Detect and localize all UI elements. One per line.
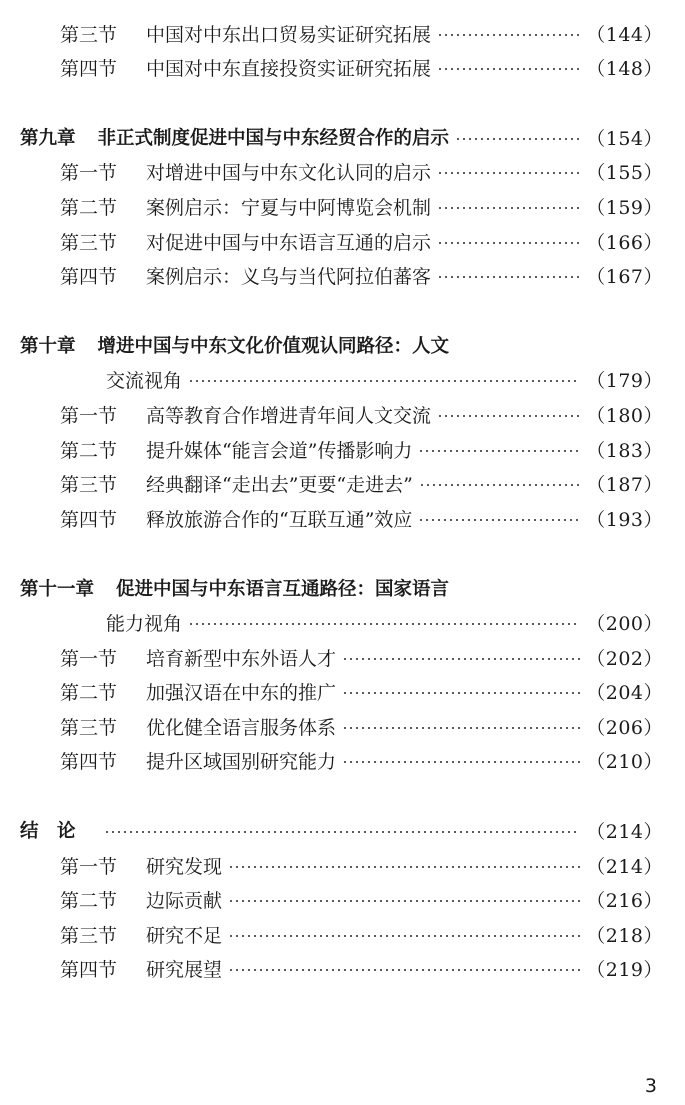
toc-section-entry[interactable] <box>20 850 663 880</box>
toc-chapter-entry[interactable] <box>20 122 663 152</box>
toc-entry-label: 第三节 <box>60 924 118 947</box>
dot-leader <box>342 692 580 694</box>
dot-leader <box>418 519 580 521</box>
toc-entry-label: 第三节 <box>60 716 118 739</box>
toc-entry-title: 边际贡献 <box>146 889 223 912</box>
dot-leader <box>228 866 580 868</box>
toc-entry-title: 研究展望 <box>146 958 223 981</box>
toc-section-entry[interactable] <box>20 191 663 221</box>
dot-leader <box>104 831 581 833</box>
toc-entry-label: 第一节 <box>60 404 118 427</box>
toc-entry-label: 第二节 <box>60 196 118 219</box>
toc-entry-title: 增进中国与中东文化价值观认同路径：人文 <box>97 336 450 357</box>
toc-section-entry[interactable] <box>20 399 663 429</box>
dot-leader <box>437 242 580 244</box>
toc-entry-label: 第二节 <box>60 681 118 704</box>
dot-leader <box>419 484 580 486</box>
toc-entry-label: 第一节 <box>60 647 118 670</box>
toc-entry-title: 经典翻译“走出去”更要“走进去” <box>146 473 413 496</box>
toc-section-entry[interactable] <box>20 226 663 256</box>
toc-entry-label: 第四节 <box>60 508 118 531</box>
dot-leader <box>342 658 580 660</box>
dot-leader <box>228 969 580 971</box>
toc-section-entry[interactable] <box>20 642 663 672</box>
toc-section-entry[interactable] <box>20 434 663 464</box>
toc-entry-title: 提升媒体“能言会道”传播影响力 <box>146 439 413 462</box>
toc-chapter-continuation[interactable] <box>20 607 663 637</box>
toc-entry-page: （200） <box>586 612 663 635</box>
toc-entry-label: 第三节 <box>60 23 118 46</box>
toc-entry-label: 结 论 <box>20 821 76 842</box>
toc-entry-page: （167） <box>586 265 663 288</box>
toc-entry-title: 能力视角 <box>106 612 183 635</box>
dot-leader <box>437 415 580 417</box>
toc-chapter-continuation[interactable] <box>20 364 663 394</box>
toc-entry-page: （180） <box>586 404 663 427</box>
toc-entry-page: （206） <box>586 716 663 739</box>
toc-entry-page: （179） <box>586 369 663 392</box>
toc-entry-title: 对增进中国与中东文化认同的启示 <box>146 161 432 184</box>
toc-section-entry[interactable] <box>20 260 663 290</box>
toc-entry-page: （193） <box>586 508 663 531</box>
toc-entry-title: 促进中国与中东语言互通路径：国家语言 <box>116 579 450 600</box>
toc-entry-page: （204） <box>586 681 663 704</box>
toc-section-entry[interactable] <box>20 468 663 498</box>
toc-entry-label: 第一节 <box>60 855 118 878</box>
dot-leader <box>455 138 580 140</box>
toc-entry-page: （148） <box>586 57 663 80</box>
toc-entry-title: 加强汉语在中东的推广 <box>146 681 337 704</box>
dot-leader <box>342 727 580 729</box>
toc-entry-label: 第四节 <box>60 958 118 981</box>
toc-section-entry[interactable] <box>20 953 663 983</box>
dot-leader <box>228 935 580 937</box>
dot-leader <box>437 207 580 209</box>
dot-leader <box>228 900 580 902</box>
dot-leader <box>437 172 580 174</box>
toc-entry-page: （187） <box>586 473 663 496</box>
toc-entry-page: （210） <box>586 750 663 773</box>
toc-entry-label: 第九章 <box>20 128 76 149</box>
toc-entry-page: （219） <box>586 958 663 981</box>
toc-entry-page: （202） <box>586 647 663 670</box>
toc-entry-page: （214） <box>586 855 663 878</box>
toc-entry-title: 提升区域国别研究能力 <box>146 750 337 773</box>
toc-section-entry[interactable] <box>20 676 663 706</box>
toc-entry-label: 第四节 <box>60 265 118 288</box>
toc-entry-title: 案例启示：宁夏与中阿博览会机制 <box>146 196 432 219</box>
toc-entry-label: 第二节 <box>60 889 118 912</box>
toc-entry-label: 第四节 <box>60 750 118 773</box>
toc-entry-label: 第三节 <box>60 231 118 254</box>
toc-entry-title: 非正式制度促进中国与中东经贸合作的启示 <box>97 128 450 149</box>
page-number: 3 <box>644 1075 657 1097</box>
toc-section-entry[interactable] <box>20 18 663 48</box>
toc-section-entry[interactable] <box>20 884 663 914</box>
toc-section-entry[interactable] <box>20 52 663 82</box>
toc-section-entry[interactable] <box>20 711 663 741</box>
toc-entry-page: （183） <box>586 439 663 462</box>
dot-leader <box>188 380 580 382</box>
dot-leader <box>437 68 580 70</box>
toc-entry-title: 研究不足 <box>146 924 223 947</box>
dot-leader <box>418 450 580 452</box>
toc-entry-page: （216） <box>586 889 663 912</box>
toc-section-entry[interactable] <box>20 919 663 949</box>
toc-entry-label: 第十章 <box>20 336 76 357</box>
dot-leader <box>437 276 580 278</box>
toc-entry-label: 第二节 <box>60 439 118 462</box>
toc-entry-title: 高等教育合作增进青年间人文交流 <box>146 404 432 427</box>
toc-entry-label: 第一节 <box>60 161 118 184</box>
toc-entry-page: （144） <box>586 23 663 46</box>
toc-section-entry[interactable] <box>20 156 663 186</box>
toc-chapter-entry[interactable] <box>20 815 663 845</box>
toc-section-entry[interactable] <box>20 745 663 775</box>
toc-entry-title: 对促进中国与中东语言互通的启示 <box>146 231 432 254</box>
dot-leader <box>342 761 580 763</box>
toc-entry-page: （154） <box>586 127 663 150</box>
dot-leader <box>437 34 580 36</box>
toc-entry-label: 第三节 <box>60 473 118 496</box>
toc-chapter-entry[interactable] <box>20 330 663 360</box>
toc-entry-title: 中国对中东直接投资实证研究拓展 <box>146 57 432 80</box>
toc-entry-title: 释放旅游合作的“互联互通”效应 <box>146 508 413 531</box>
toc-entry-title: 培育新型中东外语人才 <box>146 647 337 670</box>
toc-chapter-entry[interactable] <box>20 573 663 603</box>
toc-section-entry[interactable] <box>20 503 663 533</box>
toc-entry-title: 案例启示：义乌与当代阿拉伯蕃客 <box>146 265 432 288</box>
toc-entry-page: （214） <box>586 820 663 843</box>
toc-entry-label: 第十一章 <box>20 579 95 600</box>
dot-leader <box>188 623 580 625</box>
toc-entry-page: （166） <box>586 231 663 254</box>
toc-entry-label: 第四节 <box>60 57 118 80</box>
toc-entry-page: （159） <box>586 196 663 219</box>
toc-entry-title: 优化健全语言服务体系 <box>146 716 337 739</box>
toc-entry-title: 交流视角 <box>106 369 183 392</box>
toc-entry-page: （155） <box>586 161 663 184</box>
toc-entry-page: （218） <box>586 924 663 947</box>
toc-entry-title: 中国对中东出口贸易实证研究拓展 <box>146 23 432 46</box>
toc-entry-title: 研究发现 <box>146 855 223 878</box>
